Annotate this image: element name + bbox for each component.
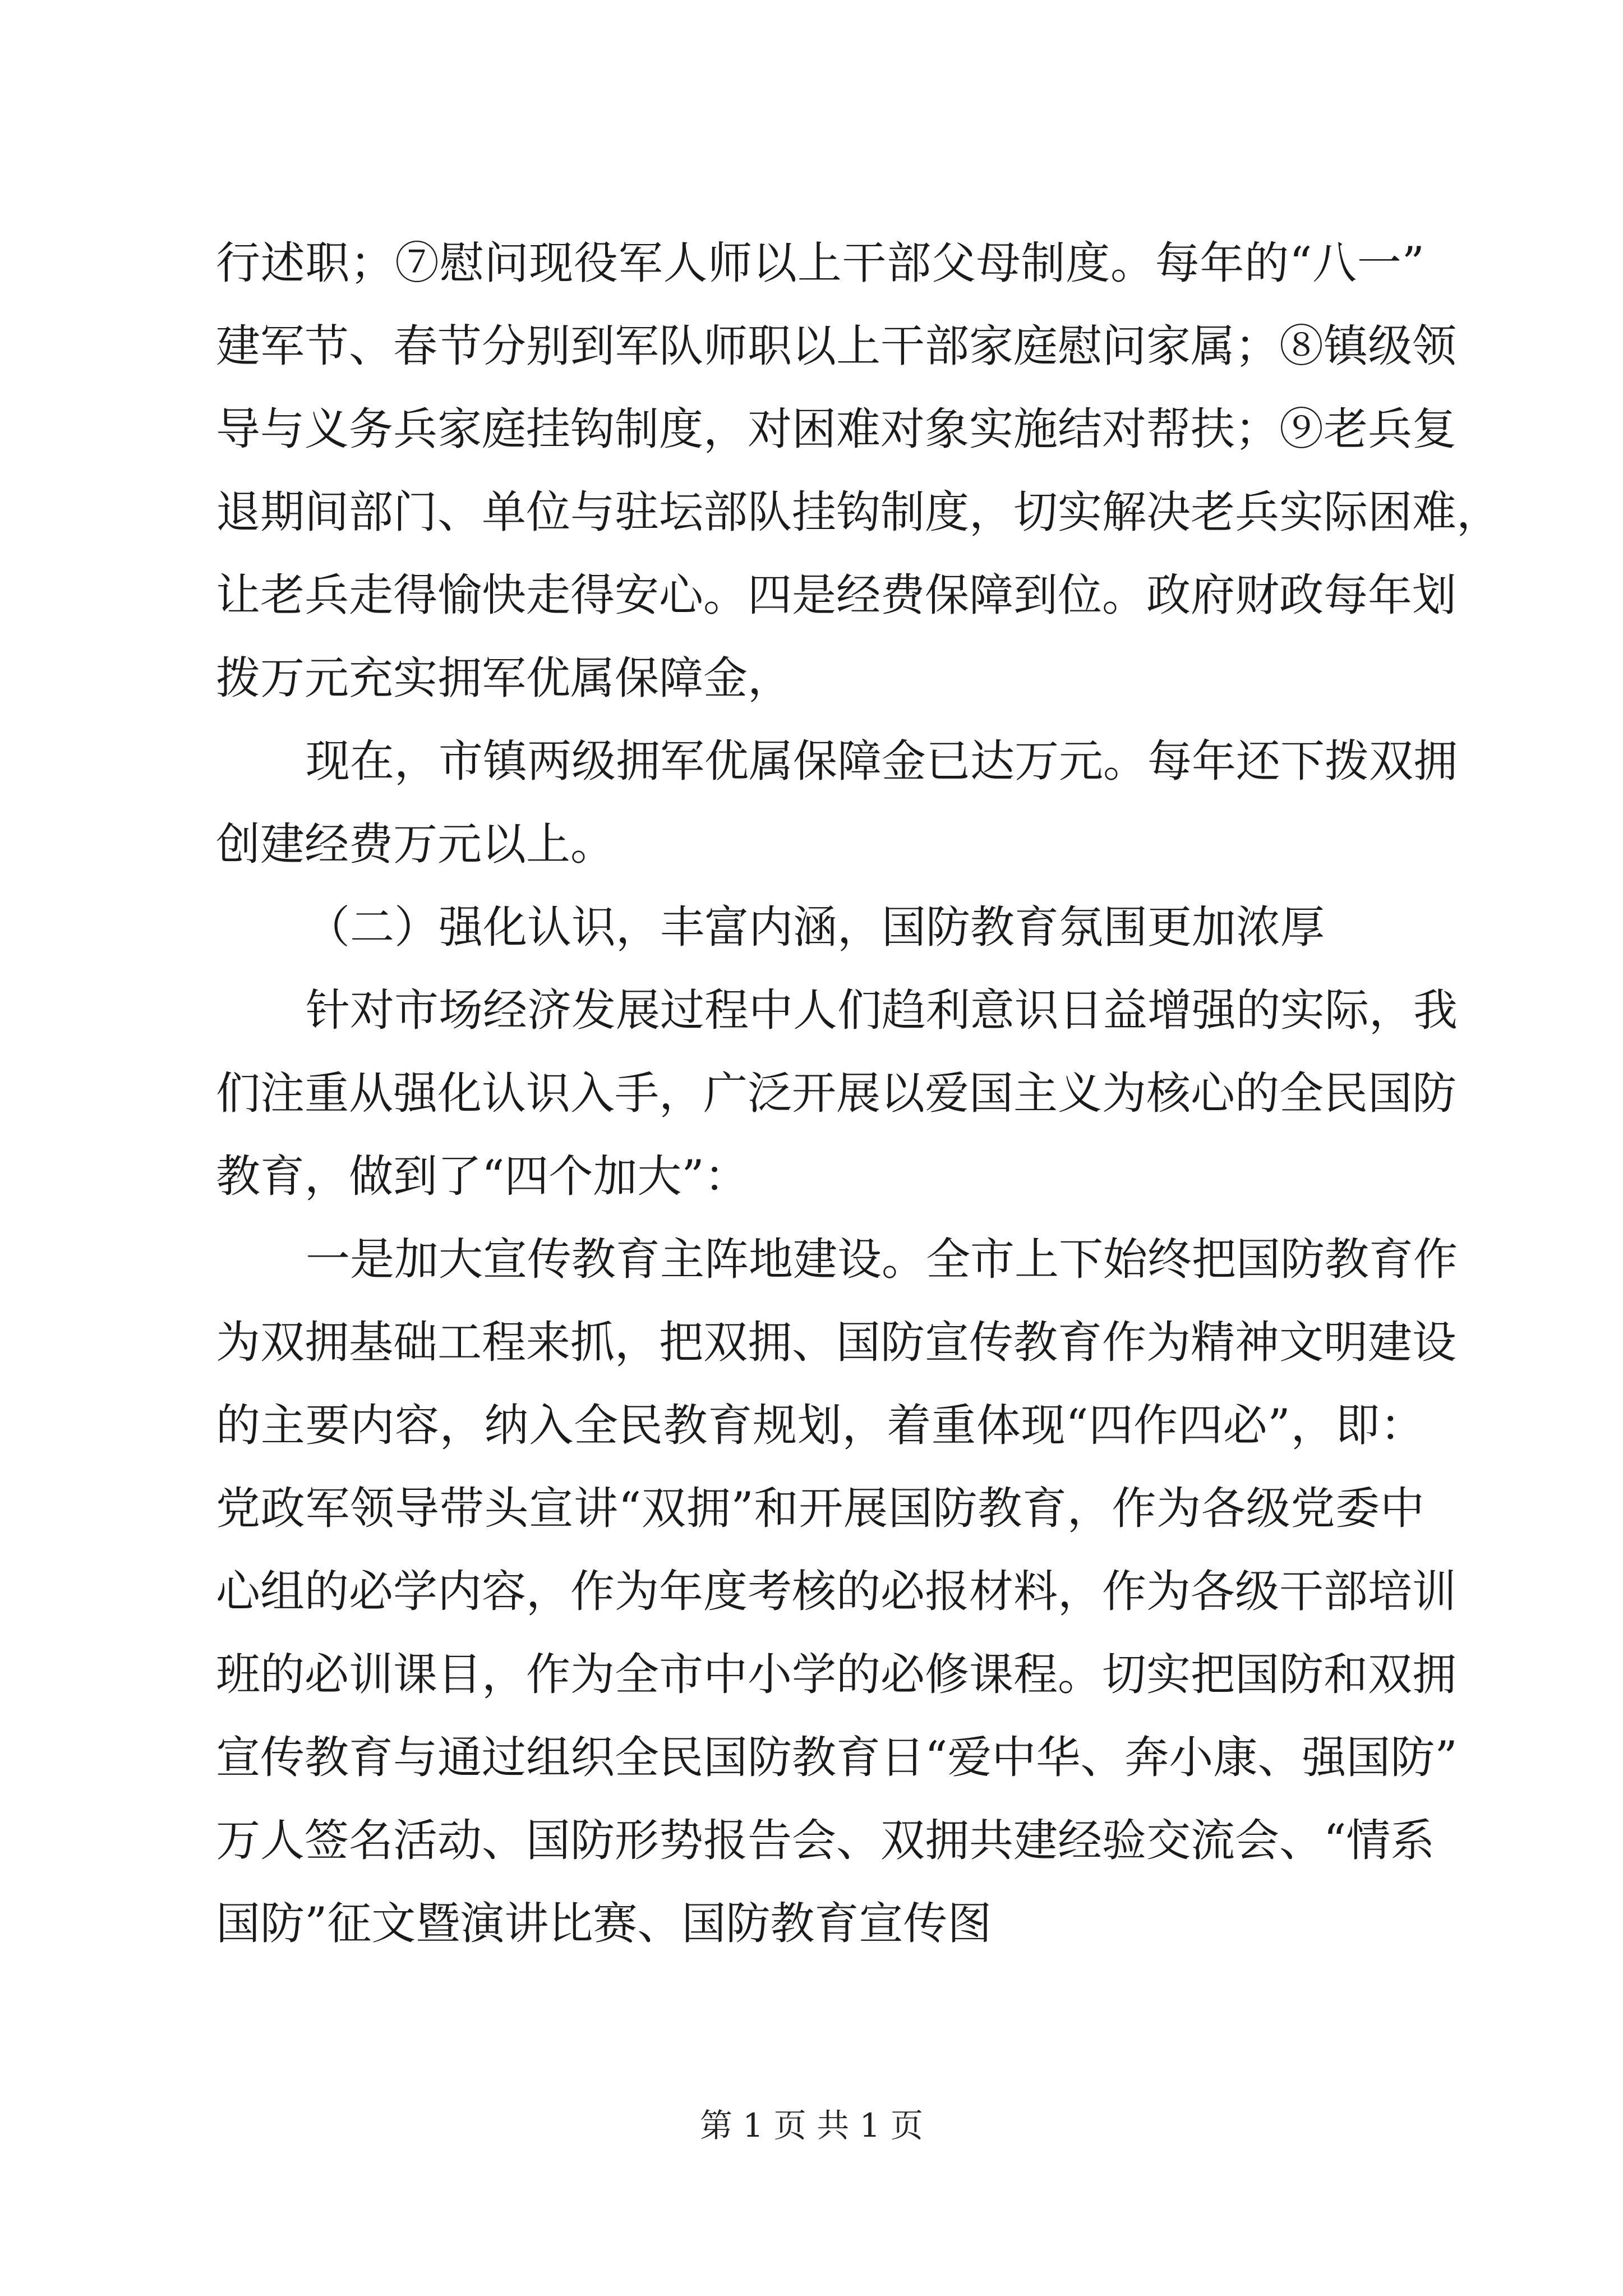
- page-number-footer: 第 1 页 共 1 页: [700, 2106, 923, 2145]
- text-line: 万人签名活动、国防形势报告会、双拥共建经验交流会、“情系: [216, 1815, 1435, 1866]
- paragraph-start-line: 现在，市镇两级拥军优属保障金已达万元。每年还下拨双拥: [306, 735, 1458, 787]
- section-heading: （二）强化认识，丰富内涵，国防教育氛围更加浓厚: [306, 901, 1325, 953]
- document-body: [216, 222, 1501, 1965]
- text-line: 导与义务兵家庭挂钩制度，对困难对象实施结对帮扶；⑨老兵复: [216, 403, 1456, 455]
- text-line: 班的必训课目，作为全市中小学的必修课程。切实把国防和双拥: [216, 1649, 1456, 1700]
- text-line: 的主要内容，纳入全民教育规划，着重体现“四作四必”，即：: [216, 1400, 1424, 1451]
- text-line: 教育，做到了“四个加大”：: [216, 1151, 749, 1202]
- text-line: 国防”征文暨演讲比赛、国防教育宣传图: [216, 1898, 992, 1949]
- text-line: 建军节、春节分别到军队师职以上干部家庭慰问家属；⑧镇级领: [216, 320, 1456, 372]
- text-line: 们注重从强化认识入手，广泛开展以爱国主义为核心的全民国防: [216, 1068, 1456, 1119]
- text-line: 让老兵走得愉快走得安心。四是经费保障到位。政府财政每年划: [216, 569, 1456, 621]
- text-line: 拨万元充实拥军优属保障金，: [216, 652, 792, 704]
- text-line: 宣传教育与通过组织全民国防教育日“爱中华、奔小康、强国防”: [216, 1732, 1458, 1783]
- text-line: 行述职；⑦慰问现役军人师以上干部父母制度。每年的“八一”: [216, 237, 1424, 289]
- paragraph-start-line: 针对市场经济发展过程中人们趋利意识日益增强的实际，我: [306, 984, 1458, 1036]
- text-line: 党政军领导带头宣讲“双拥”和开展国防教育，作为各级党委中: [216, 1483, 1424, 1534]
- text-line: 退期间部门、单位与驻坛部队挂钩制度，切实解决老兵实际困难，: [216, 486, 1501, 538]
- text-line: 为双拥基础工程来抓，把双拥、国防宣传教育作为精神文明建设: [216, 1317, 1456, 1368]
- paragraph-start-line: 一是加大宣传教育主阵地建设。全市上下始终把国防教育作: [306, 1234, 1458, 1285]
- text-line: 创建经费万元以上。: [216, 818, 615, 870]
- text-line: 心组的必学内容，作为年度考核的必报材料，作为各级干部培训: [216, 1566, 1456, 1617]
